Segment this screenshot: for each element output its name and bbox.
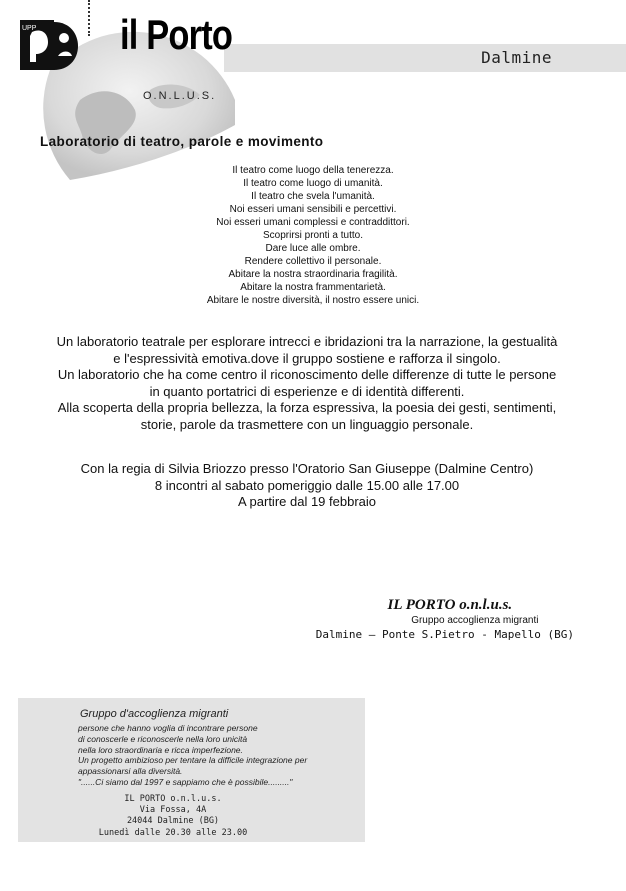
onlus-label: O.N.L.U.S.: [143, 90, 217, 102]
details-line: A partire dal 19 febbraio: [237, 494, 377, 509]
description-paragraph: [0, 334, 614, 433]
signature-block: [316, 597, 574, 641]
poem-line: Abitare la nostra straordinaria fragilità.: [228, 269, 398, 280]
box-title: Gruppo d'accoglienza migranti: [80, 708, 229, 720]
box-address: [18, 794, 328, 839]
description-line: e l'espressività emotiva.dove il gruppo sostiene e rafforza il singolo.: [113, 350, 501, 366]
poem-block: [0, 164, 626, 307]
description-line: Alla scoperta della propria bellezza, la forza espressiva, la poesia dei gesti, sentimenti,: [57, 400, 557, 415]
address-line: Lunedì dalle 20.30 alle 23.00: [98, 827, 248, 838]
porto-logo-icon: [18, 16, 80, 74]
poem-line: Scoprirsi pronti a tutto.: [262, 230, 364, 241]
poem-line: Il teatro che svela l'umanità.: [251, 191, 375, 202]
poem-line: Noi esseri umani complessi e contraddittori.: [216, 217, 410, 228]
poem-line: Dare luce alle ombre.: [265, 243, 361, 254]
box-line: nella loro straordinaria e ricca imperfezione.: [78, 744, 243, 755]
event-details: [0, 461, 614, 511]
address-line: Via Fossa, 4A: [139, 805, 207, 816]
brand-title: il Porto: [120, 11, 233, 58]
address-line: IL PORTO o.n.l.u.s.: [124, 794, 222, 804]
signature-group: Gruppo accoglienza migranti: [411, 615, 539, 626]
poem-line: Il teatro come luogo della tenerezza.: [232, 165, 394, 176]
signature-places: Dalmine – Ponte S.Pietro - Mapello (BG): [315, 628, 574, 641]
poem-line: Noi esseri umani sensibili e percettivi.: [229, 204, 397, 215]
box-line: "......Ci siamo dal 1997 e sappiamo che è possibile.........": [78, 776, 293, 787]
description-line: Un laboratorio teatrale per esplorare intrecci e ibridazioni tra la narrazione, la gestualità: [56, 334, 558, 349]
description-line: in quanto portatrici di esperienze e di identità differenti.: [149, 383, 465, 399]
poem-line: Abitare le nostre diversità, il nostro essere unici.: [206, 295, 420, 306]
svg-text:UPP: UPP: [22, 25, 37, 32]
info-box: [18, 698, 365, 842]
page-subtitle: Laboratorio di teatro, parole e movimento: [40, 134, 324, 149]
box-line: appassionarsi alla diversità.: [78, 766, 183, 777]
header-band: [224, 44, 626, 72]
description-line: Un laboratorio che ha come centro il riconoscimento delle differenze di tutte le persone: [57, 367, 557, 382]
details-line: Con la regia di Silvia Briozzo presso l'Oratorio San Giuseppe (Dalmine Centro): [80, 461, 534, 476]
dotted-divider: [88, 0, 94, 36]
box-line: Un progetto ambizioso per tentare la difficile integrazione per: [78, 755, 308, 766]
details-line: 8 incontri al sabato pomeriggio dalle 15.00 alle 17.00: [154, 477, 460, 493]
description-line: storie, parole da trasmettere con un linguaggio personale.: [140, 416, 474, 432]
address-line: 24044 Dalmine (BG): [126, 816, 220, 827]
poem-line: Rendere collettivo il personale.: [244, 256, 382, 267]
box-line: persone che hanno voglia di incontrare persone: [78, 723, 258, 733]
box-text: [78, 723, 307, 788]
city-label: Dalmine: [481, 48, 552, 67]
signature-name: IL PORTO o.n.l.u.s.: [387, 597, 513, 613]
box-line: di conoscerle e riconoscerle nella loro unicità: [78, 733, 248, 744]
poem-line: Il teatro come luogo di umanità.: [243, 178, 383, 189]
poem-line: Abitare la nostra frammentarietà.: [240, 282, 386, 293]
